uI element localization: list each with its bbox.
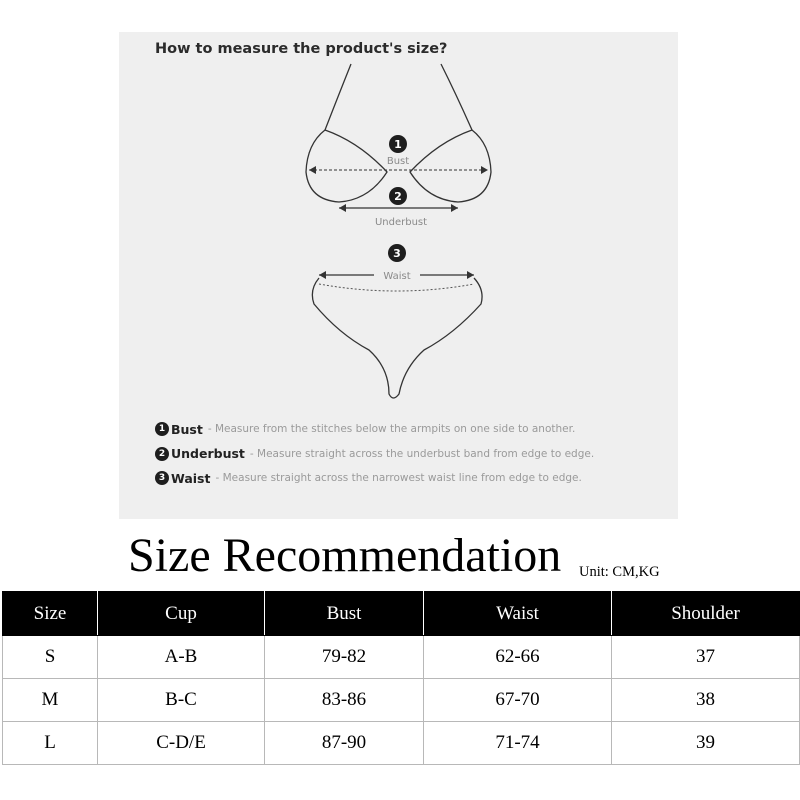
cell-waist: 67-70 [424,679,612,722]
cell-cup: B-C [98,679,265,722]
legend-desc-bust: - Measure from the stitches below the armpits on one side to another. [207,423,576,436]
cell-size: L [3,722,98,765]
header-bust: Bust [265,592,424,636]
cell-bust: 83-86 [265,679,424,722]
legend-row-bust [155,417,594,442]
legend-term-bust: Bust [171,421,203,437]
legend-term-underbust: Underbust [171,446,245,462]
cell-shoulder: 37 [612,636,800,679]
cell-size: S [3,636,98,679]
legend-num-waist: 3 [155,471,169,485]
cell-bust: 79-82 [265,636,424,679]
legend-desc-waist: - Measure straight across the narrowest waist line from edge to edge. [215,472,582,485]
measurement-legend [155,417,594,491]
legend-num-bust: 1 [155,422,169,436]
cell-size: M [3,679,98,722]
legend-desc-underbust: - Measure straight across the underbust band from edge to edge. [249,447,595,460]
table-row [3,636,800,679]
badge-bust-num: 1 [394,138,402,151]
size-recommendation-title: Size Recommendation [128,529,562,582]
guide-title: How to measure the product's size? [155,41,448,57]
diagram-label-bust: Bust [386,156,410,167]
measure-guide-panel [119,32,678,519]
diagram-label-waist: Waist [383,271,411,282]
header-cup: Cup [98,592,265,636]
table-header-row [3,592,800,636]
legend-row-underbust [155,442,594,467]
cell-shoulder: 39 [612,722,800,765]
size-table [2,591,800,765]
legend-row-waist [155,466,594,491]
cell-bust: 87-90 [265,722,424,765]
diagram-label-underbust: Underbust [374,217,428,228]
cell-cup: A-B [98,636,265,679]
table-row [3,679,800,722]
badge-underbust-num: 2 [394,190,402,203]
table-row [3,722,800,765]
header-waist: Waist [424,592,612,636]
legend-num-underbust: 2 [155,447,169,461]
cell-shoulder: 38 [612,679,800,722]
unit-note: Unit: CM,KG [579,564,660,580]
cell-waist: 71-74 [424,722,612,765]
header-size: Size [3,592,98,636]
cell-waist: 62-66 [424,636,612,679]
header-shoulder: Shoulder [612,592,800,636]
badge-waist-num: 3 [393,247,401,260]
cell-cup: C-D/E [98,722,265,765]
legend-term-waist: Waist [171,470,211,486]
